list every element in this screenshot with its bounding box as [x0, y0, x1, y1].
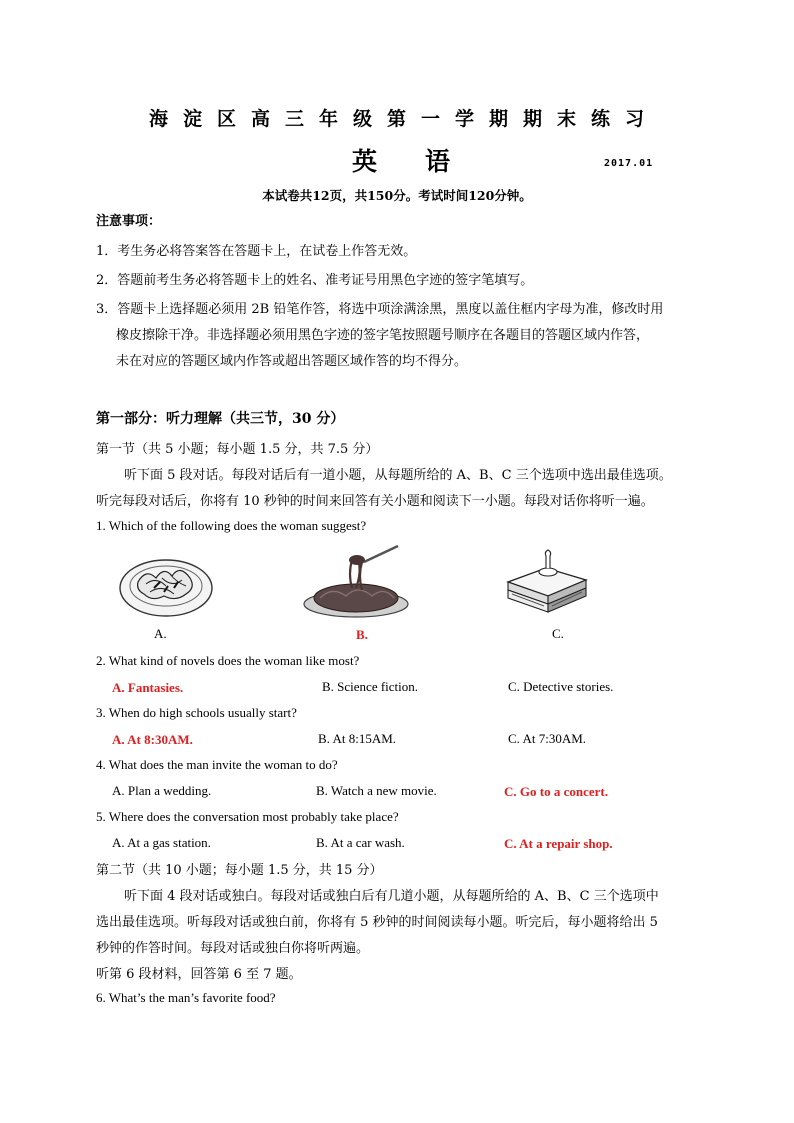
question-3: 3. When do high schools usually start? — [96, 705, 297, 720]
material-6-intro: 听第 6 段材料，回答第 6 至 7 题。 — [96, 967, 302, 982]
section1-heading: 第一节（共 5 小题；每小题 1.5 分，共 7.5 分） — [96, 442, 379, 457]
q4-option-b: B. Watch a new movie. — [316, 783, 437, 798]
question-1: 1. Which of the following does the woman suggest? — [96, 518, 367, 533]
q5-option-a: A. At a gas station. — [112, 835, 211, 850]
part1-heading: 第一部分：听力理解（共三节，30 分） — [96, 411, 345, 427]
section2-instruction: 听下面 4 段对话或独白。每段对话或独白后有几道小题，从每题所给的 A、B、C 三个选项中 — [124, 889, 659, 904]
notice-heading: 注意事项： — [96, 214, 162, 229]
q3-option-c: C. At 7:30AM. — [508, 731, 587, 746]
q1-option-c: C. — [552, 626, 564, 641]
notice-item-3-cont: 橡皮擦除干净。非选择题必须用黑色字迹的签字笔按照题号顺序在各题目的答题区域内作答， — [116, 328, 650, 343]
section2-heading: 第二节（共 10 小题；每小题 1.5 分，共 15 分） — [96, 863, 383, 878]
q1-option-a: A. — [154, 626, 167, 641]
question-2: 2. What kind of novels does the woman like most? — [96, 653, 360, 668]
q2-option-c: C. Detective stories. — [508, 679, 614, 694]
q3-option-a-answer: A. At 8:30AM. — [112, 732, 193, 747]
notice-item-3: 3．答题卡上选择题必须用 2B 铅笔作答，将选中项涂满涂黑，黑度以盖住框内字母为准，修改时用 — [96, 302, 664, 317]
q2-option-b: B. Science fiction. — [322, 679, 419, 694]
q5-option-c-answer: C. At a repair shop. — [504, 836, 613, 851]
exam-info: 本试卷共12页，共150分。考试时间120分钟。 — [262, 188, 532, 203]
section2-instruction-cont: 选出最佳选项。听每段对话或独白前，你将有 5 秒钟的时间阅读每小题。听完后，每小题将给出 5 — [96, 915, 658, 930]
exam-date: 2017.01 — [604, 158, 654, 169]
spaghetti-fork-icon — [302, 540, 412, 622]
q4-option-a: A. Plan a wedding. — [112, 783, 212, 798]
q1-option-b-answer: B. — [356, 627, 368, 642]
exam-title: 海淀区高三年级第一学期期末练习 — [148, 108, 659, 130]
notice-item-1: 1．考生务必将答案答在答题卡上，在试卷上作答无效。 — [96, 244, 417, 259]
section1-instruction: 听下面 5 段对话。每段对话后有一道小题，从每题所给的 A、B、C 三个选项中选出最佳选项。 — [124, 468, 672, 483]
notice-item-2: 2．答题前考生务必将答题卡上的姓名、准考证号用黑色字迹的签字笔填写。 — [96, 273, 534, 288]
notice-item-3-cont2: 未在对应的答题区域内作答或超出答题区域作答的均不得分。 — [116, 354, 468, 369]
pasta-plate-icon — [116, 548, 216, 620]
q2-option-a-answer: A. Fantasies. — [112, 680, 184, 695]
question-6: 6. What’s the man’s favorite food? — [96, 990, 276, 1005]
subject-title: 英语 — [352, 147, 499, 176]
q3-option-b: B. At 8:15AM. — [318, 731, 397, 746]
sandwich-icon — [500, 542, 592, 618]
q4-option-c-answer: C. Go to a concert. — [504, 784, 608, 799]
section1-instruction-cont: 听完每段对话后，你将有 10 秒钟的时间来回答有关小题和阅读下一小题。每段对话你将听一遍。 — [96, 494, 654, 509]
question-5: 5. Where does the conversation most probably take place? — [96, 809, 399, 824]
section2-instruction-cont2: 秒钟的作答时间。每段对话或独白你将听两遍。 — [96, 941, 370, 956]
question-4: 4. What does the man invite the woman to do? — [96, 757, 338, 772]
q5-option-b: B. At a car wash. — [316, 835, 405, 850]
